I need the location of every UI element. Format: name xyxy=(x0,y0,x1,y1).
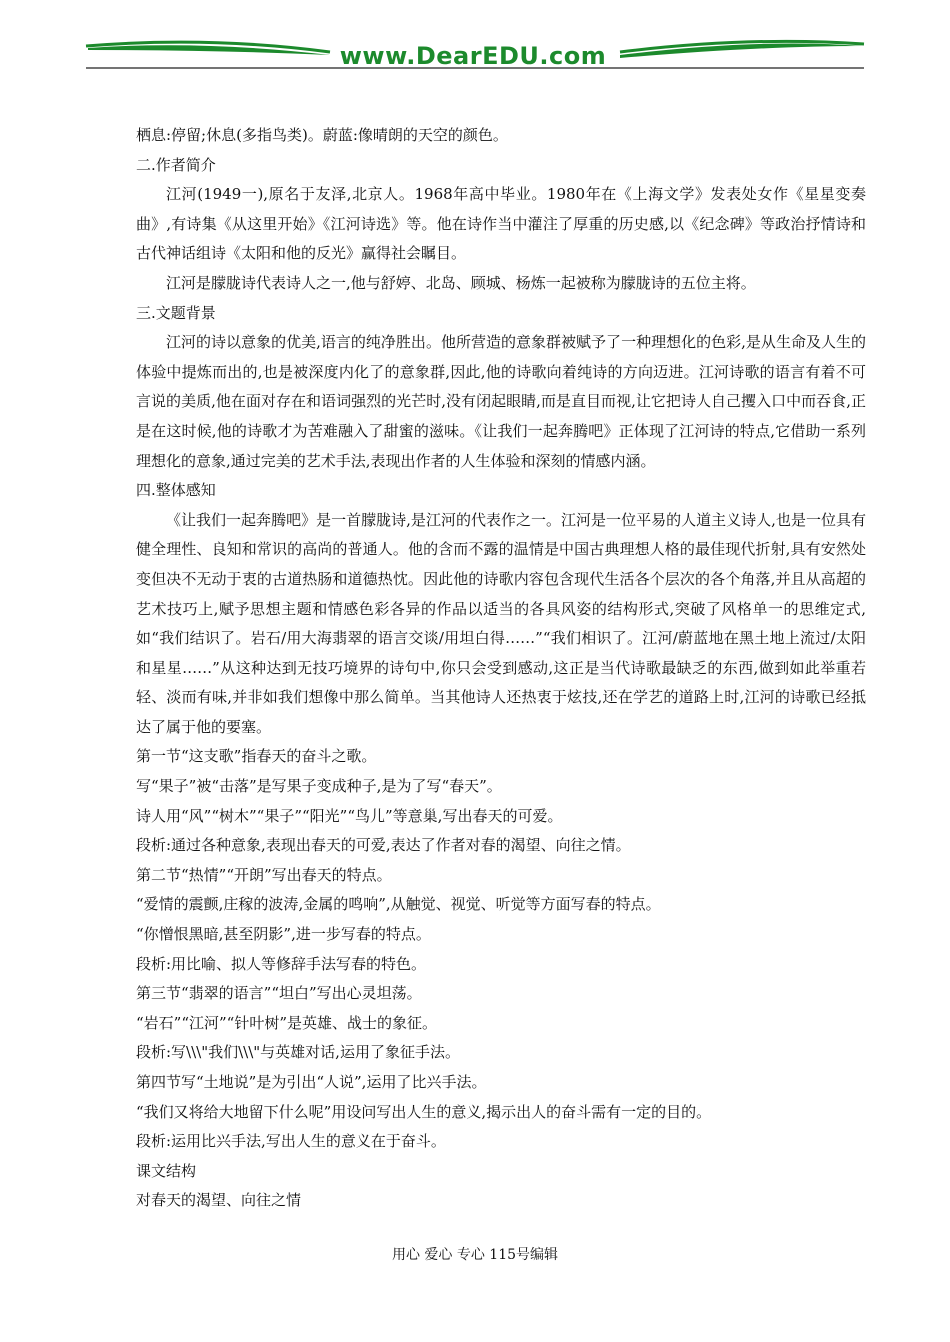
section-heading: 二.作者简介 xyxy=(136,155,216,174)
paragraph: 写“果子”被“击落”是写果子变成种子,是为了写“春天”。 xyxy=(136,777,502,796)
paragraph: 诗人用“风”“树木”“果子”“阳光”“鸟儿”等意巢,写出春天的可爱。 xyxy=(136,806,563,825)
section-heading: 课文结构 xyxy=(136,1161,197,1180)
paragraph: 段析:写\\\"我们\\\"与英雄对话,运用了象征手法。 xyxy=(136,1043,460,1062)
paragraph: 第三节“翡翠的语言”“坦白”写出心灵坦荡。 xyxy=(136,984,422,1003)
paragraph: “岩石”“江河”“针叶树”是英雄、战士的象征。 xyxy=(136,1013,438,1032)
paragraph: “爱情的震颤,庄稼的波涛,金属的鸣响”,从触觉、视觉、听觉等方面写春的特点。 xyxy=(136,895,661,914)
paragraph: 第一节“这支歌”指春天的奋斗之歌。 xyxy=(136,747,377,766)
paragraph: 段析:用比喻、拟人等修辞手法写春的特色。 xyxy=(136,954,427,973)
paragraph: 江河的诗以意象的优美,语言的纯净胜出。他所营造的意象群被赋予了一种理想化的色彩,是从生命及人生的体验中提炼而出的,也是被深度内化了的意象群,因此,他的诗歌向着纯诗的方向迈进。江河诗歌的语言有着不可言说的美质,他在面对存在和语词强烈的光芒时,没有闭起眼睛,而是直目而视,让它把诗人自己攫入口中而吞食,正是在这时候,他的诗歌才为苦难融入了甜蜜的滋味。《让我们一起奔腾吧》正体现了江河诗的特点,它借助一系列理想化的意象,通过完美的艺术手法,表现出作者的人生体验和深刻的情感内涵。 xyxy=(136,333,866,470)
paragraph: 第四节写“土地说”是为引出“人说”,运用了比兴手法。 xyxy=(136,1073,487,1091)
paragraph: 第二节“热情”“开朗”写出春天的特点。 xyxy=(136,865,392,884)
section-heading: 四.整体感知 xyxy=(136,481,216,500)
paragraph: 江河(1949一),原名于友泽,北京人。1968年高中毕业。1980年在《上海文学》发表处女作《星星变奏曲》,有诗集《从这里开始》《江河诗选》等。他在诗作当中灌注了厚重的历史感,以《纪念碑》等政治抒情诗和古代神话组诗《太阳和他的反光》赢得社会瞩目。 xyxy=(136,185,866,263)
document-body xyxy=(136,121,866,1216)
paragraph: 段析:运用比兴手法,写出人生的意义在于奋斗。 xyxy=(136,1132,446,1151)
paragraph: 段析:通过各种意象,表现出春天的可爱,表达了作者对春的渴望、向往之情。 xyxy=(136,836,631,855)
section-heading: 三.文题背景 xyxy=(136,303,216,322)
paragraph: 栖息:停留;休息(多指鸟类)。蔚蓝:像晴朗的天空的颜色。 xyxy=(136,126,508,144)
paragraph: “我们又将给大地留下什么呢”用设问写出人生的意义,揭示出人的奋斗需有一定的目的。 xyxy=(136,1102,712,1121)
paragraph: 对春天的渴望、向往之情 xyxy=(136,1191,302,1210)
paragraph: 《让我们一起奔腾吧》是一首朦胧诗,是江河的代表作之一。江河是一位平易的人道主义诗人,也是一位具有健全理性、良知和常识的高尚的普通人。他的含而不露的温情是中国古典理想人格的最佳现代折射,具有安然处变但决不无动于衷的古道热肠和道德热忱。因此他的诗歌内容包含现代生活各个层次的各个角落,并且从高超的艺术技巧上,赋予思想主题和情感色彩各异的作品以适当的各具风姿的结构形式,突破了风格单一的思维定式,如“我们结识了。岩石/用大海翡翠的语言交谈/用坦白得……”“我们相识了。江河/蔚蓝地在黑土地上流过/太阳和星星……”从这种达到无技巧境界的诗句中,你只会受到感动,这正是当代诗歌最缺乏的东西,做到如此举重若轻、淡而有味,并非如我们想像中那么简单。当其他诗人还热衷于炫技,还在学艺的道路上时,江河的诗歌已经抵达了属于他的要塞。 xyxy=(136,510,866,736)
paragraph: 江河是朦胧诗代表诗人之一,他与舒婷、北岛、顾城、杨炼一起被称为朦胧诗的五位主将。 xyxy=(166,273,756,292)
paragraph: “你憎恨黑暗,甚至阴影”,进一步写春的特点。 xyxy=(136,925,431,944)
page-footer: 用心 爱心 专心 115号编辑 xyxy=(391,1247,559,1263)
page-header xyxy=(0,0,950,80)
site-logo-text: www.DearEDU.com xyxy=(339,42,607,70)
